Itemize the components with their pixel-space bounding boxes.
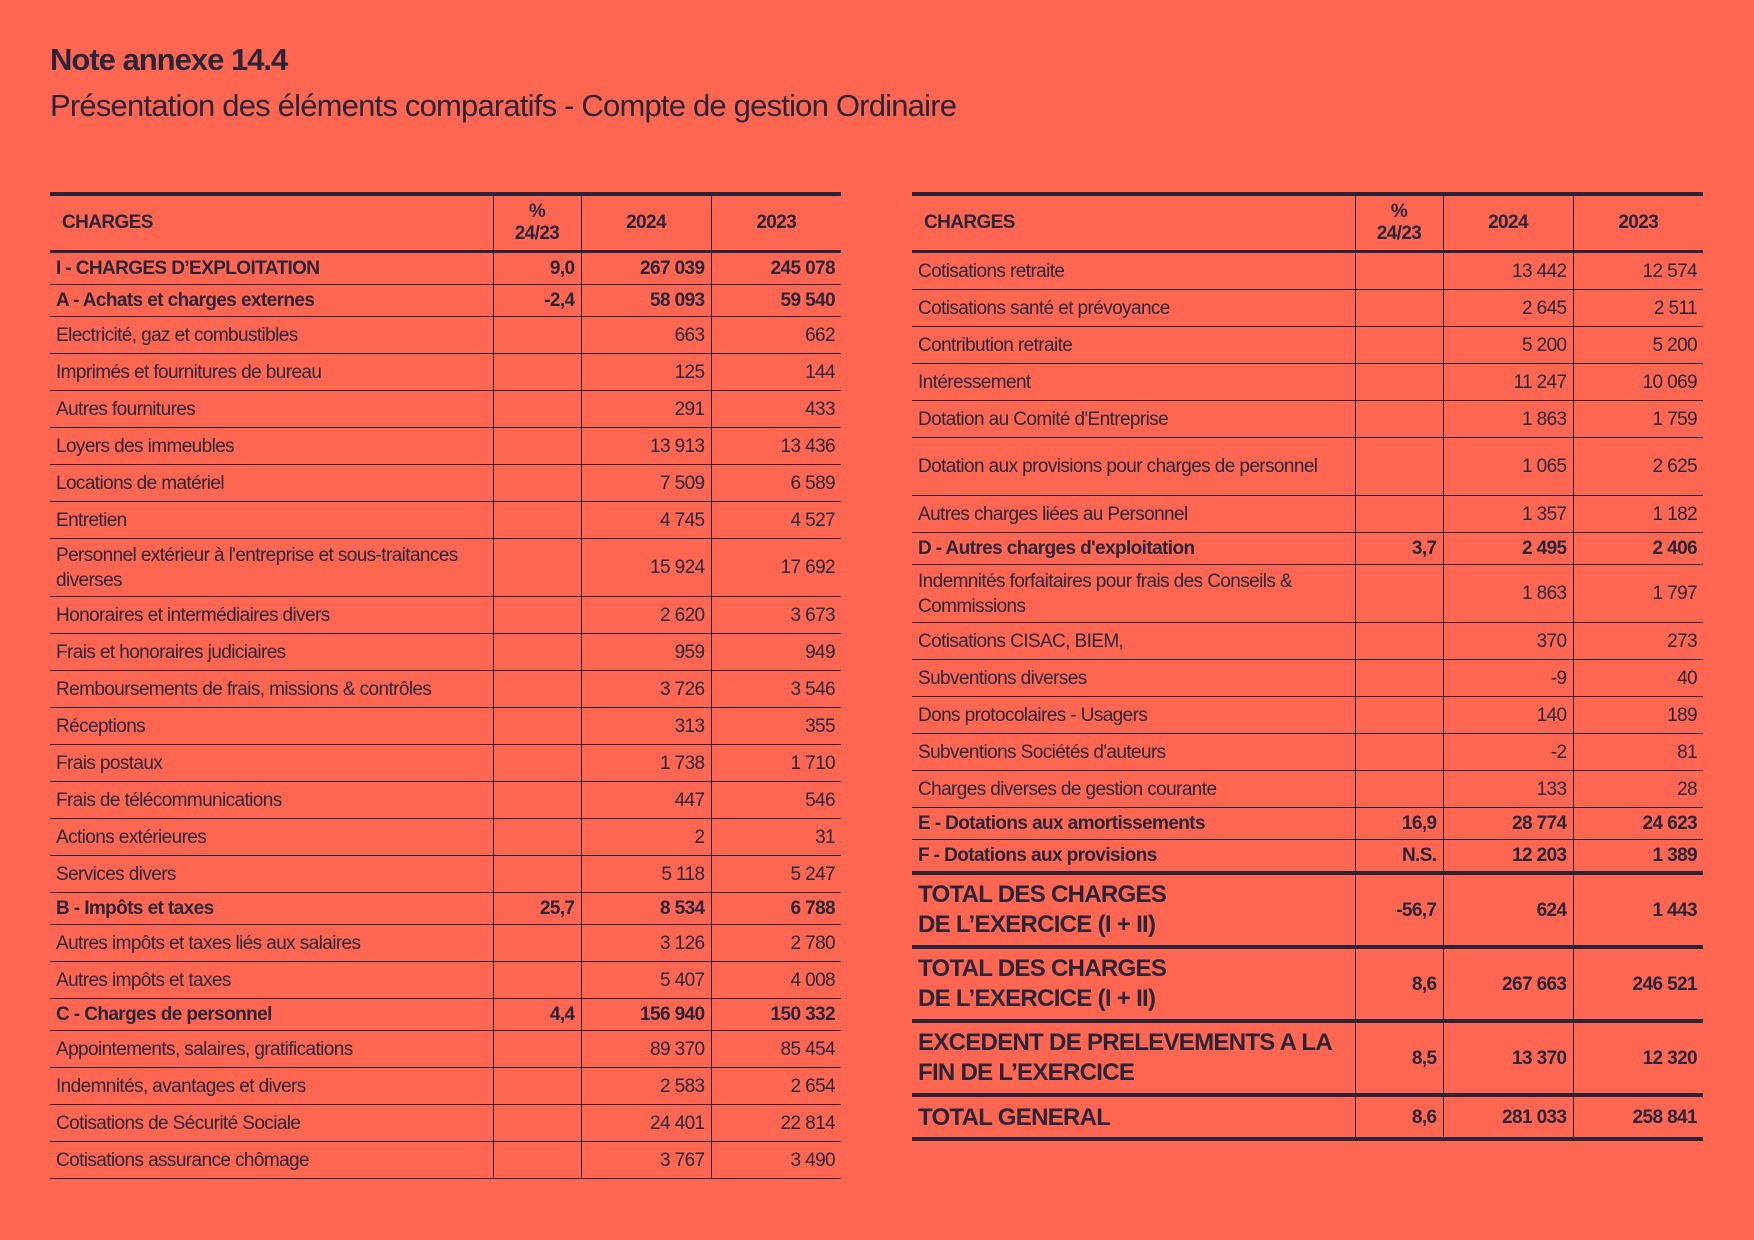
table-row: [912, 947, 1703, 1021]
row-value-2024: 291: [581, 391, 711, 428]
table-header-row: [50, 194, 841, 252]
row-value-2024: 156 940: [581, 999, 711, 1031]
table-row: [912, 290, 1703, 327]
table-row: [50, 1068, 841, 1105]
row-value-2024: 5 118: [581, 856, 711, 893]
table-row: [50, 428, 841, 465]
row-pct: [1355, 401, 1443, 438]
row-label: TOTAL GENERAL: [912, 1095, 1355, 1139]
table-row: [912, 533, 1703, 565]
row-value-2023: 59 540: [711, 285, 841, 317]
table-row: [50, 597, 841, 634]
row-value-2024: 125: [581, 354, 711, 391]
row-value-2024: 11 247: [1443, 364, 1573, 401]
row-value-2023: 246 521: [1573, 947, 1703, 1021]
row-value-2024: 2 645: [1443, 290, 1573, 327]
row-pct: N.S.: [1355, 840, 1443, 874]
row-label: D - Autres charges d'exploitation: [912, 533, 1355, 565]
row-value-2023: 2 780: [711, 925, 841, 962]
row-label: Actions extérieures: [50, 819, 493, 856]
row-value-2023: 3 546: [711, 671, 841, 708]
row-label: Subventions diverses: [912, 660, 1355, 697]
table-row: [912, 364, 1703, 401]
row-pct: 4,4: [493, 999, 581, 1031]
row-value-2024: 28 774: [1443, 808, 1573, 840]
table-row: [50, 252, 841, 285]
table-row: [912, 808, 1703, 840]
row-label: I - CHARGES D’EXPLOITATION: [50, 252, 493, 285]
row-value-2024: 7 509: [581, 465, 711, 502]
row-pct: 25,7: [493, 893, 581, 925]
row-value-2024: 267 663: [1443, 947, 1573, 1021]
row-label: Autres charges liées au Personnel: [912, 496, 1355, 533]
table-row: [50, 1142, 841, 1179]
row-pct: [493, 634, 581, 671]
table-row: [50, 893, 841, 925]
header-pct: % 24/23: [493, 194, 581, 252]
table-row: [912, 401, 1703, 438]
row-label: Autres impôts et taxes liés aux salaires: [50, 925, 493, 962]
row-pct: [493, 317, 581, 354]
row-pct: [1355, 327, 1443, 364]
header-charges: CHARGES: [50, 194, 493, 252]
table-row: [912, 660, 1703, 697]
row-value-2024: 13 370: [1443, 1021, 1573, 1095]
row-pct: 8,6: [1355, 947, 1443, 1021]
row-value-2023: 28: [1573, 771, 1703, 808]
table-row: [912, 840, 1703, 874]
row-pct: [493, 745, 581, 782]
row-value-2024: 13 442: [1443, 252, 1573, 290]
table-row: [912, 734, 1703, 771]
row-value-2024: 663: [581, 317, 711, 354]
row-pct: 9,0: [493, 252, 581, 285]
table-row: [50, 465, 841, 502]
row-value-2024: 3 767: [581, 1142, 711, 1179]
row-value-2023: 40: [1573, 660, 1703, 697]
row-pct: [493, 782, 581, 819]
row-value-2024: 447: [581, 782, 711, 819]
row-value-2024: 959: [581, 634, 711, 671]
row-value-2023: 1 759: [1573, 401, 1703, 438]
row-pct: [493, 1068, 581, 1105]
row-value-2023: 355: [711, 708, 841, 745]
charges-table-right: [912, 192, 1703, 1141]
row-label: Entretien: [50, 502, 493, 539]
row-label: C - Charges de personnel: [50, 999, 493, 1031]
row-value-2024: 24 401: [581, 1105, 711, 1142]
row-value-2023: 144: [711, 354, 841, 391]
header-pct: % 24/23: [1355, 194, 1443, 252]
row-value-2023: 1 797: [1573, 565, 1703, 623]
row-pct: 8,5: [1355, 1021, 1443, 1095]
row-value-2023: 1 710: [711, 745, 841, 782]
row-value-2023: 6 788: [711, 893, 841, 925]
row-value-2024: 267 039: [581, 252, 711, 285]
row-value-2024: 2: [581, 819, 711, 856]
row-label: Cotisations assurance chômage: [50, 1142, 493, 1179]
row-value-2023: 2 654: [711, 1068, 841, 1105]
row-value-2023: 4 008: [711, 962, 841, 999]
row-value-2024: 2 583: [581, 1068, 711, 1105]
row-label: TOTAL DES CHARGES DE L’EXERCICE (I + II): [912, 873, 1355, 947]
row-value-2024: -2: [1443, 734, 1573, 771]
row-pct: [493, 819, 581, 856]
row-pct: [1355, 290, 1443, 327]
table-row: [50, 539, 841, 597]
row-value-2023: 85 454: [711, 1031, 841, 1068]
row-label: B - Impôts et taxes: [50, 893, 493, 925]
row-value-2024: 89 370: [581, 1031, 711, 1068]
table-row: [912, 327, 1703, 364]
row-value-2024: 370: [1443, 623, 1573, 660]
row-value-2024: 624: [1443, 873, 1573, 947]
row-value-2023: 24 623: [1573, 808, 1703, 840]
row-label: Dotation aux provisions pour charges de personnel: [912, 438, 1355, 496]
row-pct: [493, 671, 581, 708]
header-2023: 2023: [711, 194, 841, 252]
table-row: [912, 496, 1703, 533]
row-label: Subventions Sociétés d'auteurs: [912, 734, 1355, 771]
row-pct: [493, 354, 581, 391]
page-title: Note annexe 14.4: [50, 42, 288, 77]
header-2024: 2024: [581, 194, 711, 252]
row-label: Réceptions: [50, 708, 493, 745]
row-value-2024: -9: [1443, 660, 1573, 697]
row-pct: -56,7: [1355, 873, 1443, 947]
table-row: [50, 856, 841, 893]
row-pct: [1355, 771, 1443, 808]
row-pct: [493, 962, 581, 999]
row-value-2023: 3 490: [711, 1142, 841, 1179]
row-pct: [493, 391, 581, 428]
row-value-2023: 546: [711, 782, 841, 819]
row-pct: [1355, 623, 1443, 660]
row-label: Frais et honoraires judiciaires: [50, 634, 493, 671]
row-value-2023: 662: [711, 317, 841, 354]
row-label: Imprimés et fournitures de bureau: [50, 354, 493, 391]
row-pct: 16,9: [1355, 808, 1443, 840]
table-row: [912, 438, 1703, 496]
row-value-2024: 58 093: [581, 285, 711, 317]
table-row: [50, 502, 841, 539]
row-value-2024: 281 033: [1443, 1095, 1573, 1139]
row-pct: 8,6: [1355, 1095, 1443, 1139]
row-label: Appointements, salaires, gratifications: [50, 1031, 493, 1068]
row-value-2023: 22 814: [711, 1105, 841, 1142]
row-label: Electricité, gaz et combustibles: [50, 317, 493, 354]
table-row: [912, 697, 1703, 734]
row-value-2024: 133: [1443, 771, 1573, 808]
charges-table-left: [50, 192, 841, 1179]
row-label: EXCEDENT DE PRELEVEMENTS A LA FIN DE L’EXERCICE: [912, 1021, 1355, 1095]
row-label: Cotisations santé et prévoyance: [912, 290, 1355, 327]
table-row: [50, 782, 841, 819]
row-value-2023: 5 247: [711, 856, 841, 893]
row-value-2023: 17 692: [711, 539, 841, 597]
table-row: [50, 745, 841, 782]
table-row: [912, 771, 1703, 808]
row-value-2024: 140: [1443, 697, 1573, 734]
table-row: [912, 623, 1703, 660]
row-value-2023: 1 182: [1573, 496, 1703, 533]
row-value-2023: 2 511: [1573, 290, 1703, 327]
row-value-2024: 15 924: [581, 539, 711, 597]
row-label: E - Dotations aux amortissements: [912, 808, 1355, 840]
table-row: [50, 999, 841, 1031]
row-value-2023: 31: [711, 819, 841, 856]
row-label: Charges diverses de gestion courante: [912, 771, 1355, 808]
row-value-2024: 8 534: [581, 893, 711, 925]
row-pct: [1355, 565, 1443, 623]
header-2023: 2023: [1573, 194, 1703, 252]
table-row: [912, 873, 1703, 947]
table-row: [912, 252, 1703, 290]
row-value-2024: 5 407: [581, 962, 711, 999]
row-label: Cotisations CISAC, BIEM,: [912, 623, 1355, 660]
row-value-2023: 3 673: [711, 597, 841, 634]
row-value-2023: 258 841: [1573, 1095, 1703, 1139]
table-row: [50, 391, 841, 428]
table-row: [50, 285, 841, 317]
row-value-2023: 273: [1573, 623, 1703, 660]
row-pct: [1355, 364, 1443, 401]
row-label: Indemnités, avantages et divers: [50, 1068, 493, 1105]
row-value-2023: 433: [711, 391, 841, 428]
table-row: [50, 317, 841, 354]
table-row: [50, 925, 841, 962]
row-label: F - Dotations aux provisions: [912, 840, 1355, 874]
row-value-2023: 245 078: [711, 252, 841, 285]
row-value-2023: 2 625: [1573, 438, 1703, 496]
row-value-2023: 4 527: [711, 502, 841, 539]
row-label: Locations de matériel: [50, 465, 493, 502]
table-row: [50, 819, 841, 856]
row-value-2023: 150 332: [711, 999, 841, 1031]
row-value-2024: 4 745: [581, 502, 711, 539]
row-value-2024: 2 495: [1443, 533, 1573, 565]
row-value-2023: 949: [711, 634, 841, 671]
row-label: Frais postaux: [50, 745, 493, 782]
row-label: Cotisations de Sécurité Sociale: [50, 1105, 493, 1142]
row-value-2023: 12 574: [1573, 252, 1703, 290]
table-row: [50, 354, 841, 391]
row-label: Dons protocolaires - Usagers: [912, 697, 1355, 734]
row-pct: 3,7: [1355, 533, 1443, 565]
row-label: Indemnités forfaitaires pour frais des Conseils & Commissions: [912, 565, 1355, 623]
row-value-2023: 12 320: [1573, 1021, 1703, 1095]
row-pct: [1355, 496, 1443, 533]
row-label: Loyers des immeubles: [50, 428, 493, 465]
row-pct: [1355, 252, 1443, 290]
row-pct: -2,4: [493, 285, 581, 317]
row-label: Autres fournitures: [50, 391, 493, 428]
row-pct: [1355, 660, 1443, 697]
row-value-2023: 189: [1573, 697, 1703, 734]
row-value-2024: 313: [581, 708, 711, 745]
row-value-2024: 1 738: [581, 745, 711, 782]
table-row: [50, 671, 841, 708]
table-row: [912, 1095, 1703, 1139]
row-pct: [493, 1031, 581, 1068]
row-value-2023: 1 389: [1573, 840, 1703, 874]
row-value-2024: 5 200: [1443, 327, 1573, 364]
header-2024: 2024: [1443, 194, 1573, 252]
row-value-2024: 13 913: [581, 428, 711, 465]
row-value-2023: 2 406: [1573, 533, 1703, 565]
row-value-2023: 5 200: [1573, 327, 1703, 364]
row-value-2023: 6 589: [711, 465, 841, 502]
row-value-2024: 1 065: [1443, 438, 1573, 496]
row-pct: [493, 856, 581, 893]
row-label: Dotation au Comité d'Entreprise: [912, 401, 1355, 438]
row-label: TOTAL DES CHARGES DE L’EXERCICE (I + II): [912, 947, 1355, 1021]
row-value-2024: 1 357: [1443, 496, 1573, 533]
row-pct: [493, 539, 581, 597]
table-row: [912, 565, 1703, 623]
table-header-row: [912, 194, 1703, 252]
row-value-2024: 12 203: [1443, 840, 1573, 874]
row-value-2023: 13 436: [711, 428, 841, 465]
row-pct: [493, 502, 581, 539]
row-label: Intéressement: [912, 364, 1355, 401]
row-pct: [1355, 734, 1443, 771]
table-row: [50, 1105, 841, 1142]
row-label: Autres impôts et taxes: [50, 962, 493, 999]
row-value-2024: 2 620: [581, 597, 711, 634]
row-pct: [493, 597, 581, 634]
row-label: Frais de télécommunications: [50, 782, 493, 819]
row-label: Services divers: [50, 856, 493, 893]
table-row: [50, 962, 841, 999]
row-pct: [493, 1105, 581, 1142]
table-row: [50, 634, 841, 671]
row-pct: [493, 465, 581, 502]
row-value-2023: 10 069: [1573, 364, 1703, 401]
row-pct: [1355, 697, 1443, 734]
row-pct: [493, 1142, 581, 1179]
row-value-2024: 3 726: [581, 671, 711, 708]
row-label: A - Achats et charges externes: [50, 285, 493, 317]
table-row: [912, 1021, 1703, 1095]
table-row: [50, 708, 841, 745]
row-pct: [493, 925, 581, 962]
row-pct: [1355, 438, 1443, 496]
header-charges: CHARGES: [912, 194, 1355, 252]
row-value-2023: 1 443: [1573, 873, 1703, 947]
page-subtitle: Présentation des éléments comparatifs - Compte de gestion Ordinaire: [50, 88, 957, 123]
row-label: Personnel extérieur à l'entreprise et sous-traitances diverses: [50, 539, 493, 597]
row-value-2024: 3 126: [581, 925, 711, 962]
row-value-2024: 1 863: [1443, 565, 1573, 623]
row-label: Cotisations retraite: [912, 252, 1355, 290]
row-pct: [493, 708, 581, 745]
table-row: [50, 1031, 841, 1068]
row-label: Honoraires et intermédiaires divers: [50, 597, 493, 634]
row-pct: [493, 428, 581, 465]
row-label: Contribution retraite: [912, 327, 1355, 364]
row-value-2024: 1 863: [1443, 401, 1573, 438]
row-label: Remboursements de frais, missions & contrôles: [50, 671, 493, 708]
row-value-2023: 81: [1573, 734, 1703, 771]
